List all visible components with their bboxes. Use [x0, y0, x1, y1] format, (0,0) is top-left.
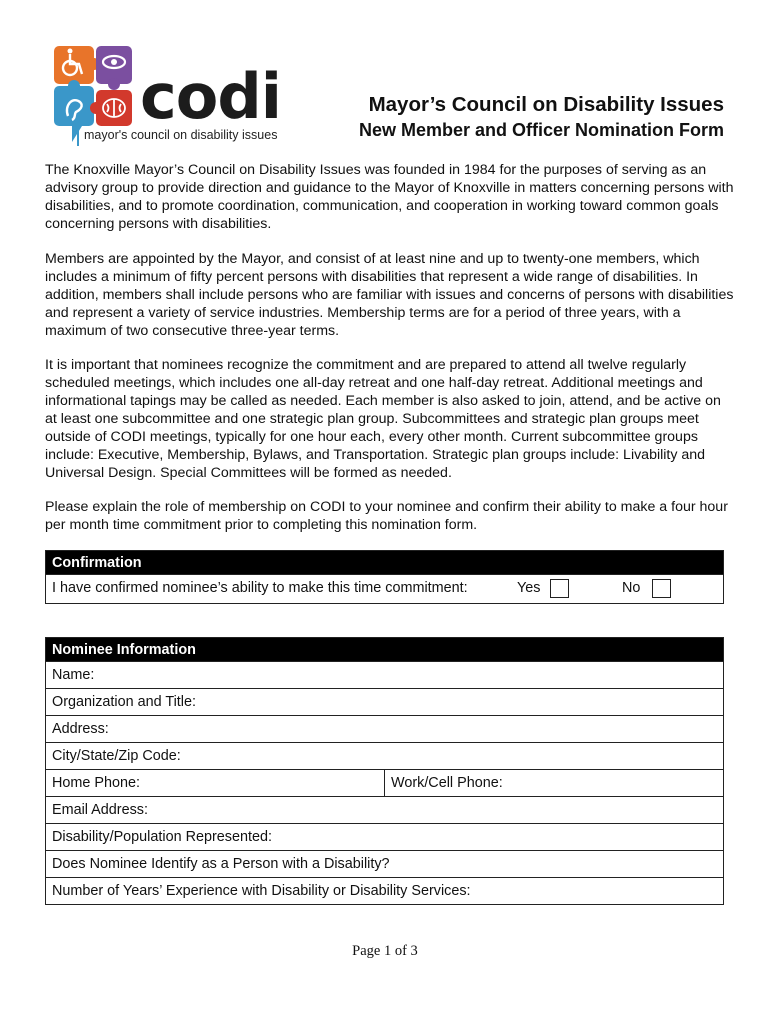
confirmation-heading: Confirmation — [46, 551, 723, 574]
confirmation-row — [46, 574, 723, 603]
years-experience-label: Number of Years’ Experience with Disability or Disability Services: — [52, 883, 471, 899]
tagline-divider — [77, 122, 79, 146]
work-cell-phone-field[interactable] — [385, 770, 503, 796]
phone-row — [46, 769, 723, 796]
work-cell-phone-label: Work/Cell Phone: — [391, 775, 503, 791]
yes-checkbox[interactable] — [550, 579, 569, 598]
codi-wordmark: codi — [140, 60, 281, 133]
intro-paragraph-3: It is important that nominees recognize the commitment and are prepared to attend all twelve regularly scheduled meetings, which includes one all-day retreat and one half-day retreat. Additional meetings and informational tapings may be called as needed. Each member is also asked to join, attend, and be active on at least one subcommittee and one strategic plan group. Subcommittees and strategic plan groups meet outside of CODI meetings, typically for one hour each, every other month. Current subcommittee groups include: Executive, Membership, Bylaws, and Transportation. Strategic plan groups include: Livability and Universal Design. Special Committees will be formed as needed. — [45, 357, 721, 481]
intro-paragraph-2: Members are appointed by the Mayor, and consist of at least nine and up to twenty-one members, which includes a minimum of fifty percent persons with disabilities that represent a wide range of disabilities. In addition, members shall include persons who are familiar with issues and concerns of persons with disabilities and represent a variety of service industries. Membership terms are for a period of three years, with a maximum of two consecutive three-year terms. — [45, 251, 734, 339]
disability-population-field[interactable] — [46, 823, 723, 850]
city-state-zip-label: City/State/Zip Code: — [52, 748, 181, 764]
page-number: Page 1 of 3 — [352, 943, 418, 959]
confirmation-section — [45, 550, 724, 604]
nominee-information-section — [45, 637, 724, 905]
email-field[interactable] — [46, 796, 723, 823]
org-title-field[interactable] — [46, 688, 723, 715]
home-phone-label: Home Phone: — [52, 775, 140, 791]
years-experience-field[interactable] — [46, 877, 723, 904]
city-state-zip-field[interactable] — [46, 742, 723, 769]
identify-disability-field[interactable] — [46, 850, 723, 877]
address-label: Address: — [52, 721, 109, 737]
form-subtitle: New Member and Officer Nomination Form — [358, 120, 724, 140]
name-label: Name: — [52, 667, 95, 683]
logo-tagline: mayor's council on disability issues — [84, 128, 278, 142]
identify-disability-label: Does Nominee Identify as a Person with a Disability? — [52, 856, 390, 872]
disability-population-label: Disability/Population Represented: — [52, 829, 272, 845]
intro-paragraph-4: Please explain the role of membership on CODI to your nominee and confirm their ability to make a four hour per month time commitment prior to completing this nomination form. — [45, 499, 728, 533]
no-checkbox[interactable] — [652, 579, 671, 598]
org-title-label: Organization and Title: — [52, 694, 196, 710]
yes-label: Yes — [517, 580, 541, 596]
address-field[interactable] — [46, 715, 723, 742]
nominee-heading: Nominee Information — [46, 638, 723, 661]
email-label: Email Address: — [52, 802, 148, 818]
intro-paragraph-1: The Knoxville Mayor’s Council on Disability Issues was founded in 1984 for the purposes of serving as an advisory group to provide direction and guidance to the Mayor of Knoxville in matters concerning persons with disabilities, and to promote coordination, communication, and cooperation in working toward common goals concerning persons with disabilities. — [45, 162, 734, 232]
confirmation-statement: I have confirmed nominee’s ability to make this time commitment: — [52, 580, 468, 596]
name-field[interactable] — [46, 661, 723, 688]
no-label: No — [622, 580, 641, 596]
page-title: Mayor’s Council on Disability Issues — [368, 93, 724, 116]
home-phone-field[interactable] — [46, 770, 385, 796]
